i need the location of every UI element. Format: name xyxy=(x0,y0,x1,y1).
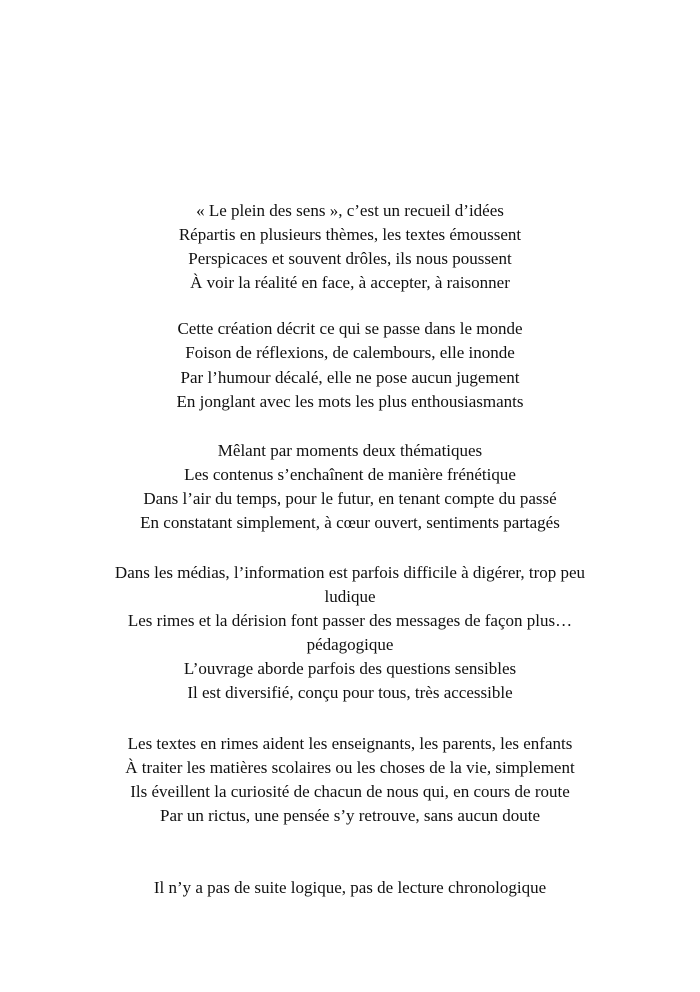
poem-line: L’ouvrage aborde parfois des questions sensibles xyxy=(183,659,517,678)
poem-line: Ils éveillent la curiosité de chacun de nous qui, en cours de route xyxy=(130,782,570,801)
poem-line: ludique xyxy=(324,587,376,606)
poem-line: Dans l’air du temps, pour le futur, en tenant compte du passé xyxy=(143,489,557,508)
poem-line: À traiter les matières scolaires ou les choses de la vie, simplement xyxy=(125,758,575,777)
poem-line: Répartis en plusieurs thèmes, les textes émoussent xyxy=(178,225,522,244)
poem-line: Par un rictus, une pensée s’y retrouve, sans aucun doute xyxy=(159,806,541,825)
closing-line: Il n’y a pas de suite logique, pas de lecture chronologique xyxy=(153,878,547,897)
poem-line: En constatant simplement, à cœur ouvert, sentiments partagés xyxy=(140,513,560,532)
poem-line: Cette création décrit ce qui se passe dans le monde xyxy=(177,319,523,338)
poem-line: Perspicaces et souvent drôles, ils nous poussent xyxy=(188,249,512,268)
poem-line: Les contenus s’enchaînent de manière frénétique xyxy=(184,465,516,484)
poem-line: Par l’humour décalé, elle ne pose aucun jugement xyxy=(180,368,520,387)
poem-line: Foison de réflexions, de calembours, elle inonde xyxy=(185,343,515,362)
poem-line: Il est diversifié, conçu pour tous, très accessible xyxy=(187,683,513,702)
poem-line: Les rimes et la dérision font passer des messages de façon plus… xyxy=(127,611,573,630)
poem-line: Les textes en rimes aident les enseignants, les parents, les enfants xyxy=(127,734,573,753)
poem-line: Mêlant par moments deux thématiques xyxy=(217,441,483,460)
poem-line: À voir la réalité en face, à accepter, à raisonner xyxy=(190,273,510,292)
poem-line: En jonglant avec les mots les plus enthousiasmants xyxy=(176,392,524,411)
poem-line: pédagogique xyxy=(306,635,394,654)
poem-line: Dans les médias, l’information est parfois difficile à digérer, trop peu xyxy=(114,563,586,582)
poem-line: « Le plein des sens », c’est un recueil d’idées xyxy=(196,201,504,220)
